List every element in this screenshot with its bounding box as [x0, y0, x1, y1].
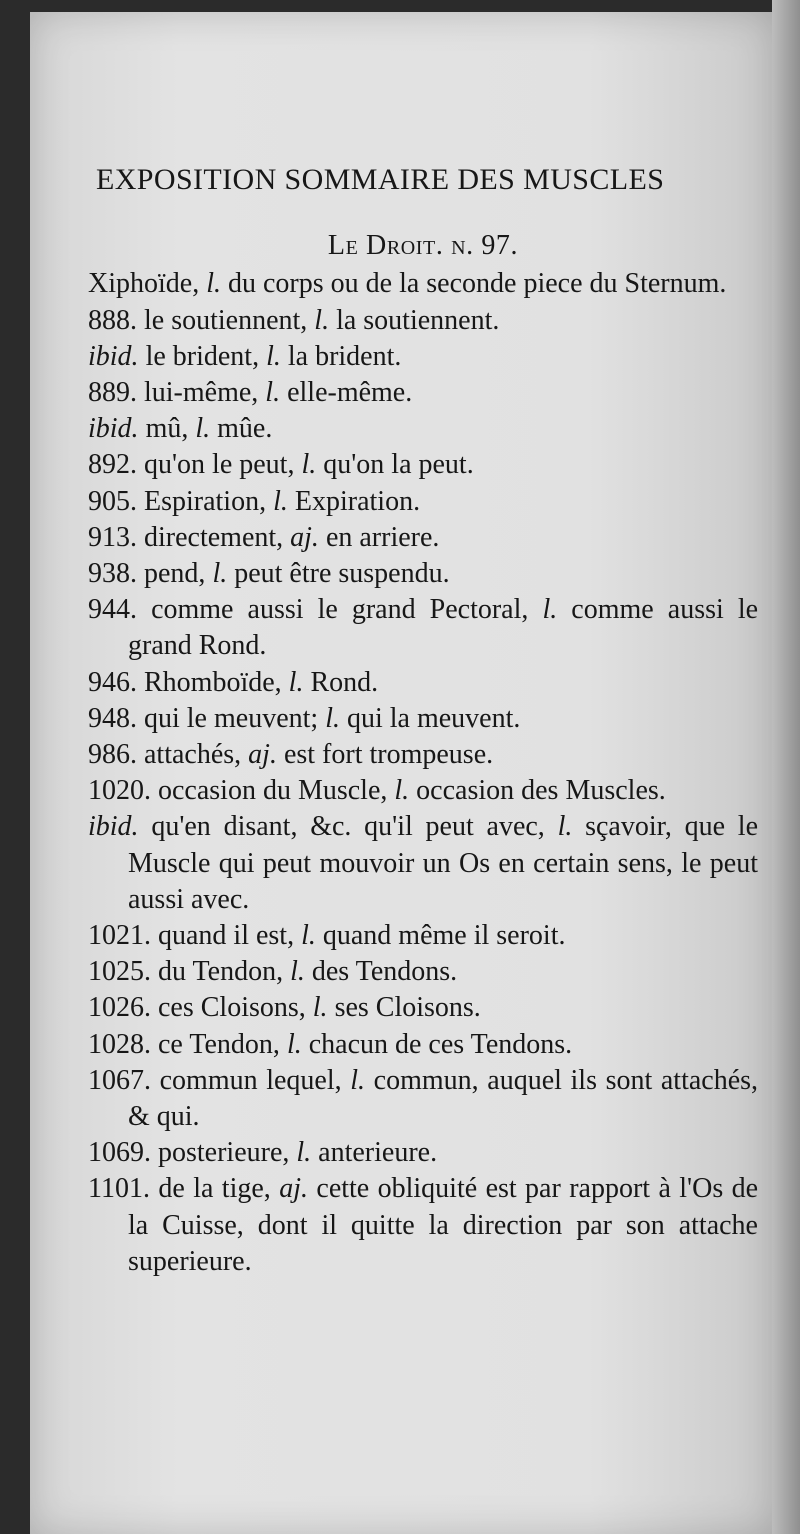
errata-entry [88, 520, 758, 556]
entry-reference: ibid. [88, 340, 139, 372]
entry-correction-marker: l. [301, 920, 316, 952]
entry-original-text: le brident, [145, 340, 260, 372]
entry-original-text: lui-même, [144, 377, 259, 409]
entry-correction-marker: l. [286, 1028, 302, 1060]
errata-entry [88, 1027, 758, 1063]
entry-corrected-text: comme aussi le grand Rond. [128, 594, 759, 662]
entry-correction-marker: aj. [279, 1173, 308, 1205]
entry-corrected-text: anterieure. [318, 1137, 438, 1169]
entry-reference: 1020. [88, 775, 151, 807]
entry-reference: 1101. [88, 1173, 150, 1205]
errata-entry [88, 990, 758, 1026]
entry-original-text: le soutiennent, [144, 304, 308, 336]
entry-corrected-text: la soutiennent. [336, 304, 500, 336]
errata-entry [88, 266, 758, 302]
errata-entry [88, 592, 758, 664]
entry-original-text: pend, [144, 558, 206, 590]
entry-reference: 1021. [88, 920, 151, 952]
entry-correction-marker: l. [288, 666, 304, 698]
entry-correction-marker: l. [195, 413, 211, 445]
entry-correction-marker: l. [296, 1137, 312, 1169]
entry-original-text: directement, [144, 521, 284, 553]
entry-corrected-text: la brident. [287, 340, 402, 372]
entry-correction-marker: l. [325, 702, 340, 734]
entry-corrected-text: qu'on la peut. [323, 449, 474, 481]
entry-original-text: ces Cloisons, [158, 992, 306, 1024]
errata-entry [88, 484, 758, 520]
page-content [88, 162, 758, 1280]
entry-correction-marker: l. [542, 594, 558, 626]
entry-reference: 986. [88, 739, 137, 771]
book-page [30, 12, 775, 1534]
entry-original-text: attachés, [144, 739, 242, 771]
entry-correction-marker: l. [212, 558, 228, 590]
errata-entry [88, 773, 758, 809]
entry-corrected-text: cette obliquité est par rapport à l'Os de la Cuisse, dont il quitte la direction par son attache superieure. [128, 1173, 759, 1277]
entry-correction-marker: l. [314, 304, 330, 336]
entry-reference: 1028. [88, 1028, 151, 1060]
errata-entry [88, 303, 758, 339]
errata-entry [88, 556, 758, 592]
entry-reference: 944. [88, 594, 137, 626]
entry-corrected-text: ses Cloisons. [334, 992, 481, 1024]
entry-correction-marker: l. [290, 956, 305, 988]
errata-entry [88, 665, 758, 701]
entry-original-text: Xiphoïde, [88, 268, 200, 300]
errata-entry [88, 737, 758, 773]
entry-correction-marker: l. [350, 1064, 366, 1096]
section-subheading: Le Droit. n. 97. [327, 230, 519, 262]
entry-correction-marker: l. [273, 485, 288, 517]
entry-corrected-text: mûe. [217, 413, 273, 445]
entry-corrected-text: qui la meuvent. [346, 702, 521, 734]
entry-original-text: comme aussi le grand Pectoral, [151, 594, 529, 626]
entry-reference: 905. [88, 485, 137, 517]
entry-correction-marker: aj. [290, 521, 319, 553]
entry-corrected-text: commun, auquel ils sont attachés, & qui. [128, 1064, 759, 1133]
entry-reference: 889. [88, 377, 137, 409]
errata-entry [88, 411, 758, 447]
entry-original-text: commun lequel, [159, 1064, 342, 1096]
entry-reference: 1026. [88, 992, 151, 1024]
entry-original-text: posterieure, [158, 1137, 290, 1169]
entry-corrected-text: des Tendons. [311, 956, 458, 988]
entry-reference: 913. [88, 521, 137, 553]
entry-corrected-text: elle-même. [287, 377, 413, 409]
entry-corrected-text: quand même il seroit. [322, 920, 566, 952]
entry-reference: 1069. [88, 1137, 151, 1169]
entry-correction-marker: l. [206, 268, 221, 300]
entry-corrected-text: peut être suspendu. [234, 558, 450, 590]
entry-correction-marker: l. [266, 340, 281, 372]
errata-entry [88, 375, 758, 411]
entry-reference: 888. [88, 304, 137, 336]
entry-original-text: Rhomboïde, [144, 666, 282, 698]
entry-correction-marker: aj. [248, 739, 277, 771]
entry-original-text: Espiration, [144, 485, 267, 517]
errata-entry [88, 701, 758, 737]
page-edge [772, 0, 800, 1534]
entry-corrected-text: Rond. [310, 666, 379, 698]
entry-corrected-text: du corps ou de la seconde piece du Sternum. [228, 268, 727, 300]
entry-correction-marker: l. [557, 811, 573, 843]
errata-list [88, 266, 758, 1280]
entry-correction-marker: l. [265, 377, 281, 409]
entry-correction-marker: l. [301, 449, 317, 481]
entry-reference: ibid. [88, 413, 139, 445]
entry-corrected-text: sçavoir, que le Muscle qui peut mouvoir un Os en certain sens, le peut aussi avec. [128, 811, 759, 915]
errata-entry [88, 1135, 758, 1171]
entry-original-text: du Tendon, [158, 956, 284, 988]
entry-original-text: occasion du Muscle, [158, 775, 388, 807]
entry-original-text: mû, [145, 413, 189, 445]
entry-original-text: qui le meuvent; [144, 702, 319, 734]
entry-original-text: qu'on le peut, [144, 449, 295, 481]
entry-correction-marker: l. [394, 775, 410, 807]
errata-entry [88, 447, 758, 483]
entry-original-text: ce Tendon, [158, 1028, 280, 1060]
errata-entry [88, 809, 758, 918]
entry-correction-marker: l. [312, 992, 328, 1024]
entry-reference: 948. [88, 702, 137, 734]
entry-original-text: qu'en disant, &c. qu'il peut avec, [151, 811, 545, 843]
entry-corrected-text: Expiration. [294, 485, 421, 517]
entry-reference: 946. [88, 666, 137, 698]
entry-corrected-text: occasion des Muscles. [416, 775, 666, 807]
errata-entry [88, 1171, 758, 1280]
errata-entry [88, 954, 758, 990]
errata-entry [88, 1063, 758, 1135]
entry-reference: 892. [88, 449, 137, 481]
entry-reference: ibid. [88, 811, 139, 843]
entry-original-text: de la tige, [158, 1173, 271, 1205]
entry-corrected-text: en arriere. [325, 521, 440, 553]
entry-reference: 1067. [88, 1064, 151, 1096]
errata-entry [88, 339, 758, 375]
entry-reference: 1025. [88, 956, 151, 988]
entry-corrected-text: chacun de ces Tendons. [308, 1028, 573, 1060]
running-heading: EXPOSITION SOMMAIRE DES MUSCLES [96, 163, 665, 196]
entry-corrected-text: est fort trompeuse. [283, 739, 494, 771]
entry-original-text: quand il est, [158, 920, 295, 952]
errata-entry [88, 918, 758, 954]
entry-reference: 938. [88, 558, 137, 590]
